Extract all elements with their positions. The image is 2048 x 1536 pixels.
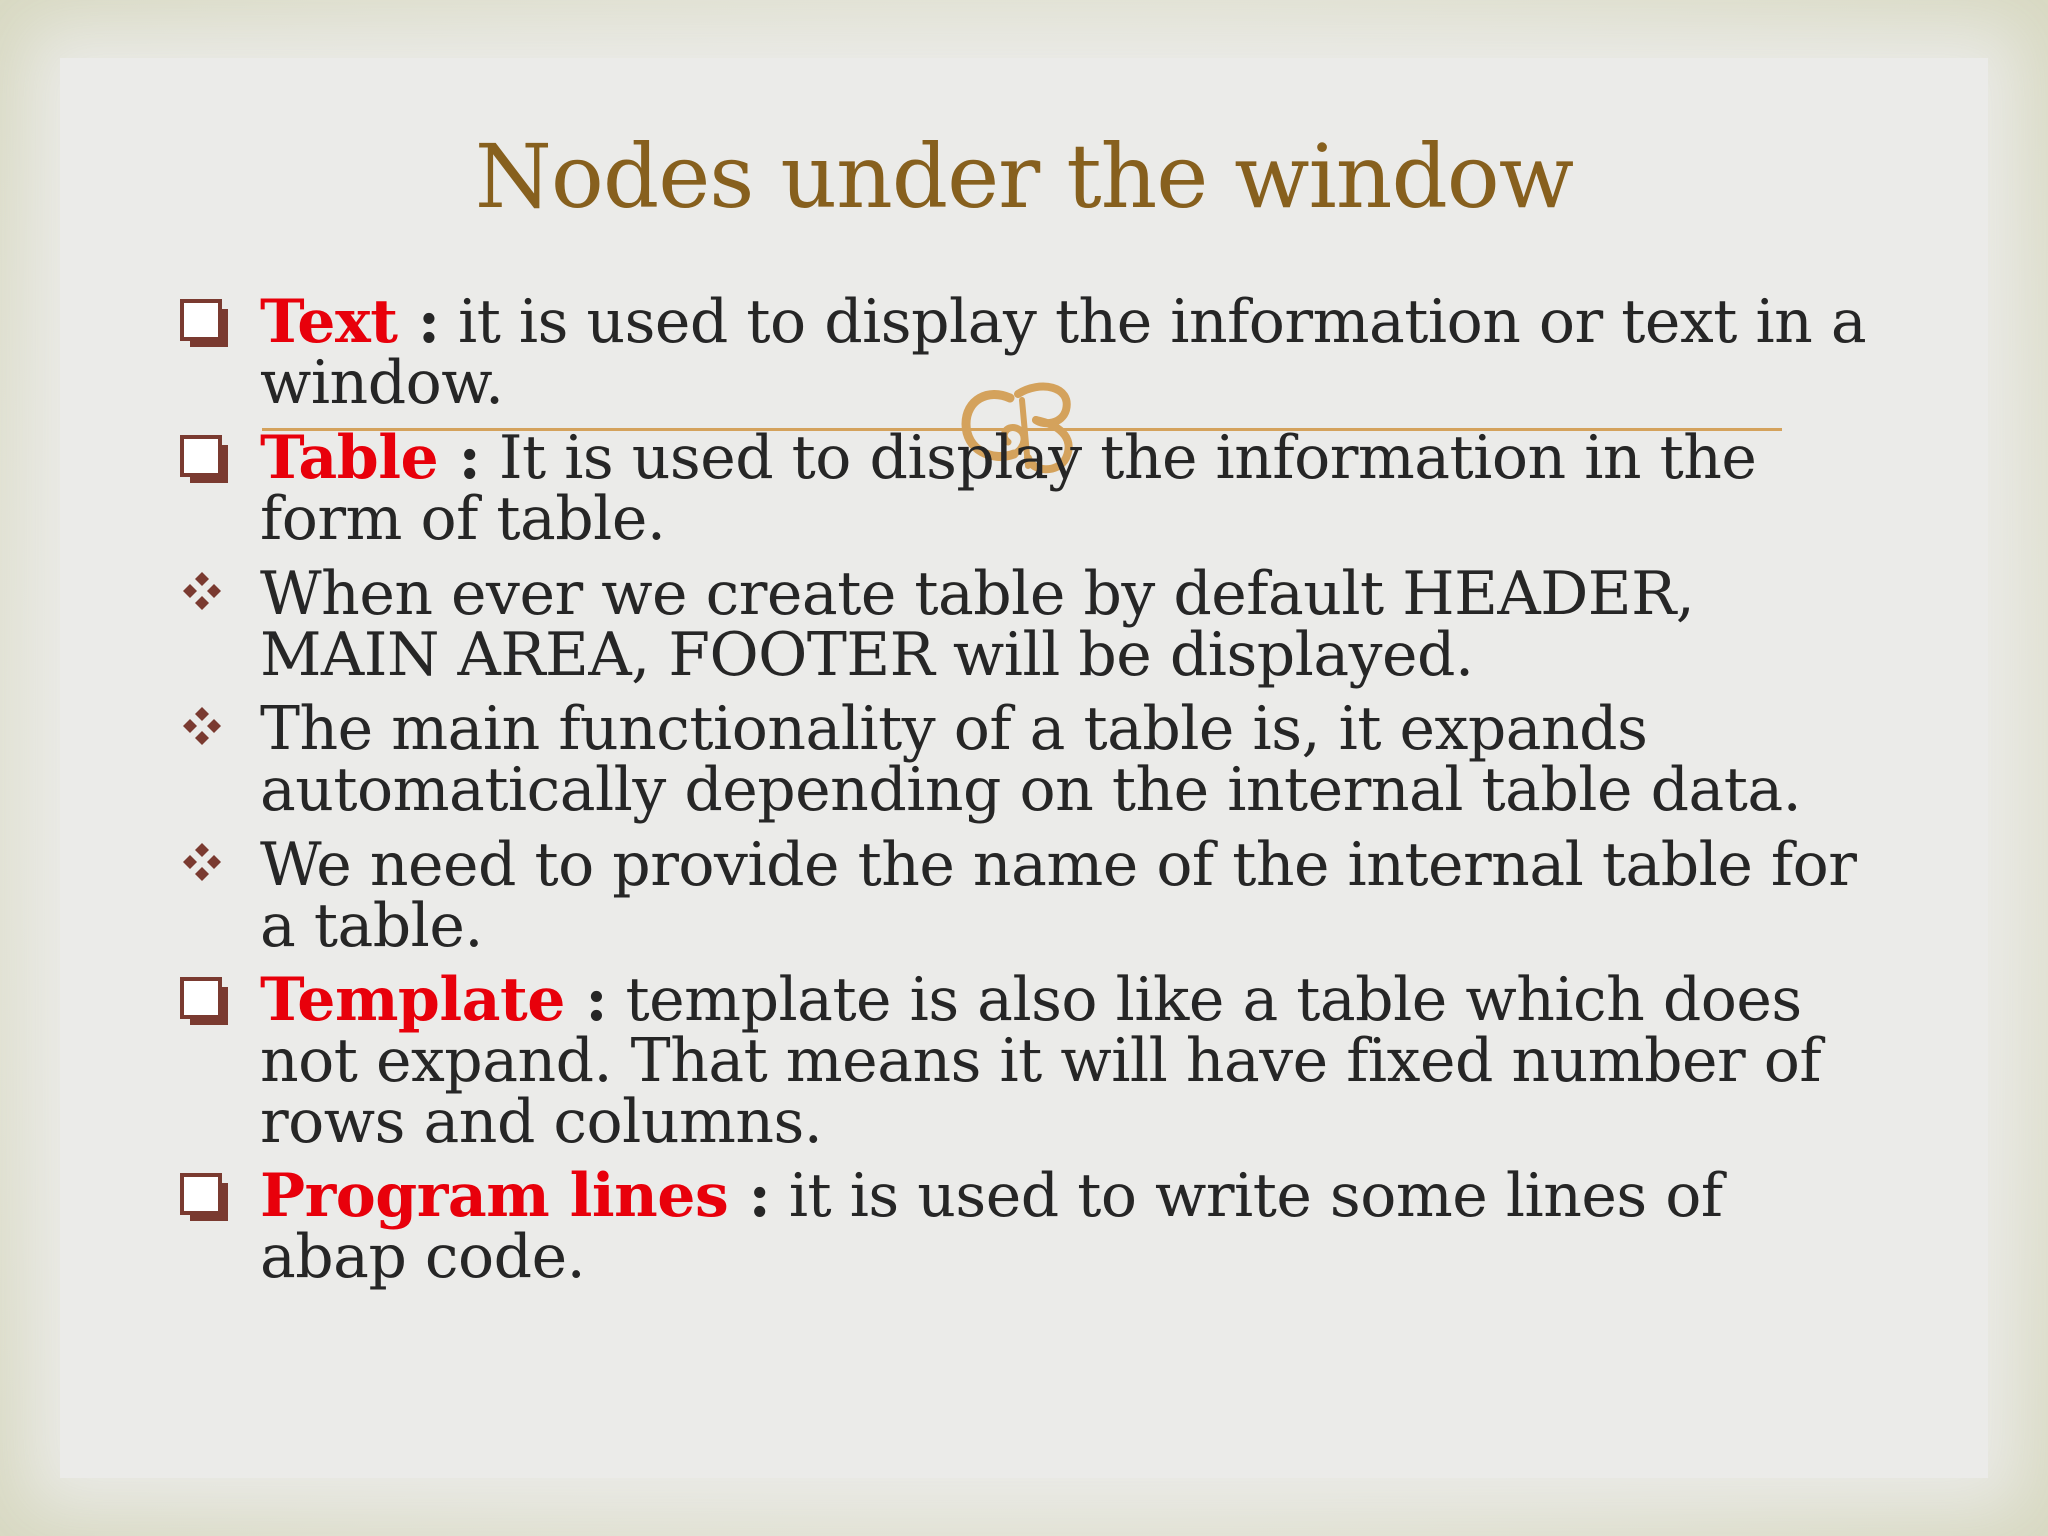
item-colon: : <box>397 287 440 357</box>
item-colon: : <box>564 965 607 1035</box>
slide-title: Nodes under the window <box>474 125 1574 228</box>
list-item <box>260 965 1880 1157</box>
four-diamond-icon <box>178 703 232 757</box>
four-diamond-icon <box>178 839 232 893</box>
item-text: The main functionality of a table is, it expands automatically depending on the internal table data. <box>260 694 1802 825</box>
item-term: Program lines <box>260 1161 729 1231</box>
item-text: When ever we create table by default HEADER, MAIN AREA, FOOTER will be displayed. <box>260 559 1695 690</box>
list-item <box>260 1161 1880 1292</box>
item-term: Template <box>260 965 565 1035</box>
list-item <box>260 559 1880 690</box>
item-colon: : <box>438 423 481 493</box>
item-term: Text <box>260 287 398 357</box>
list-item <box>260 423 1880 554</box>
item-colon: : <box>728 1161 771 1231</box>
item-text: template is also like a table which does not expand. That means it will have fixed number of rows and columns. <box>260 965 1822 1157</box>
list-item <box>260 287 1880 418</box>
square-checkbox-icon <box>178 297 232 351</box>
item-text: it is used to write some lines of abap code. <box>260 1161 1723 1292</box>
list-item <box>260 694 1880 825</box>
item-text: We need to provide the name of the internal table for a table. <box>260 830 1857 961</box>
list-item <box>260 830 1880 961</box>
four-diamond-icon <box>178 568 232 622</box>
square-checkbox-icon <box>178 975 232 1029</box>
square-checkbox-icon <box>178 433 232 487</box>
item-term: Table <box>260 423 439 493</box>
item-text: It is used to display the information in the form of table. <box>260 423 1757 554</box>
item-text: it is used to display the information or text in a window. <box>260 287 1867 418</box>
square-checkbox-icon <box>178 1171 232 1225</box>
